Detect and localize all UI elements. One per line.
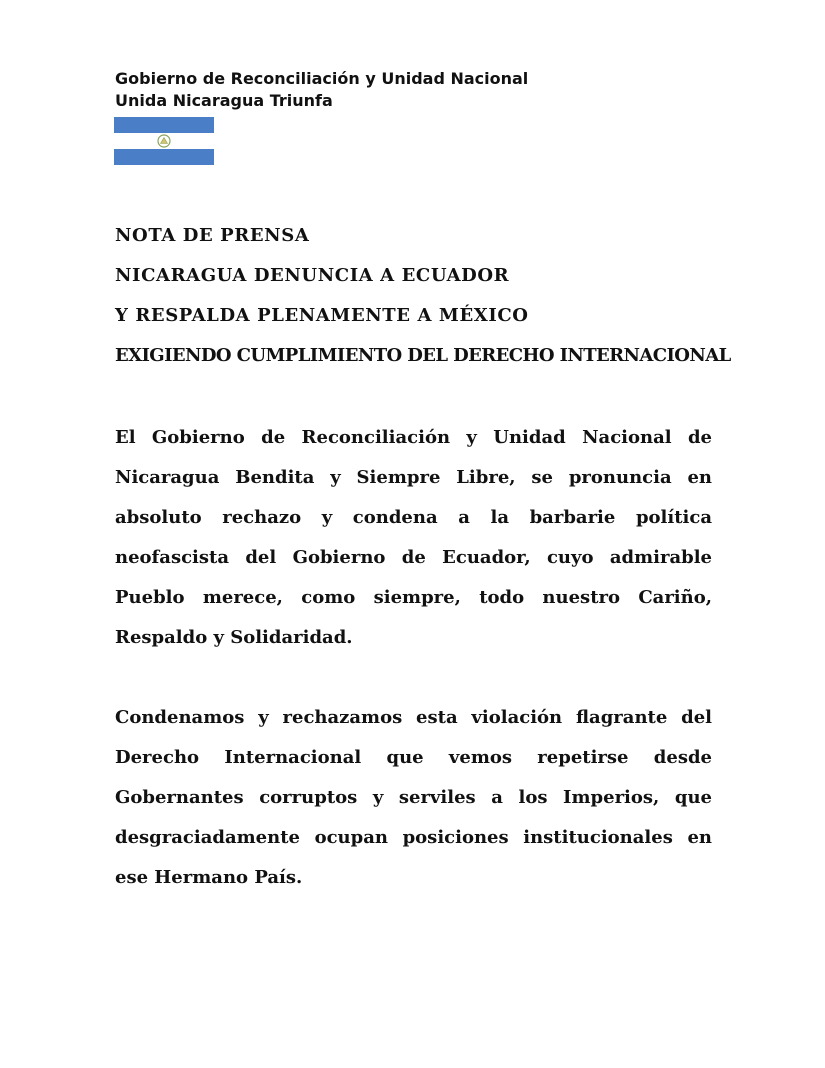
flag-stripe-bottom xyxy=(114,149,214,165)
title-line-denuncia: NICARAGUA DENUNCIA A ECUADOR xyxy=(115,265,510,286)
title-line-respalda: Y RESPALDA PLENAMENTE A MÉXICO xyxy=(115,305,529,326)
letterhead-slogan: Unida Nicaragua Triunfa xyxy=(115,91,333,110)
title-line-nota: NOTA DE PRENSA xyxy=(115,225,310,246)
nicaragua-flag-icon xyxy=(114,117,214,165)
press-release-title xyxy=(115,222,731,382)
body-paragraph-1: El Gobierno de Reconciliación y Unidad Nacional de Nicaragua Bendita y Siempre Libre, se pronuncia en absoluto rechazo y condena a la barbarie política neofascista del Gobierno de Ecuador, cuyo admirable Pueblo merece, como siempre, todo nuestro Cariño, Respaldo y Solidaridad. xyxy=(115,427,712,648)
flag-stripe-top xyxy=(114,117,214,133)
letterhead-government-name: Gobierno de Reconciliación y Unidad Nacional xyxy=(115,69,529,88)
body-paragraph-2: Condenamos y rechazamos esta violación flagrante del Derecho Internacional que vemos repetirse desde Gobernantes corruptos y serviles a los Imperios, que desgraciadamente ocupan posiciones institucionales en ese Hermano País. xyxy=(115,707,712,888)
title-line-exigiendo: EXIGIENDO CUMPLIMIENTO DEL DERECHO INTERNACIONAL xyxy=(115,345,731,366)
letterhead xyxy=(115,68,528,112)
